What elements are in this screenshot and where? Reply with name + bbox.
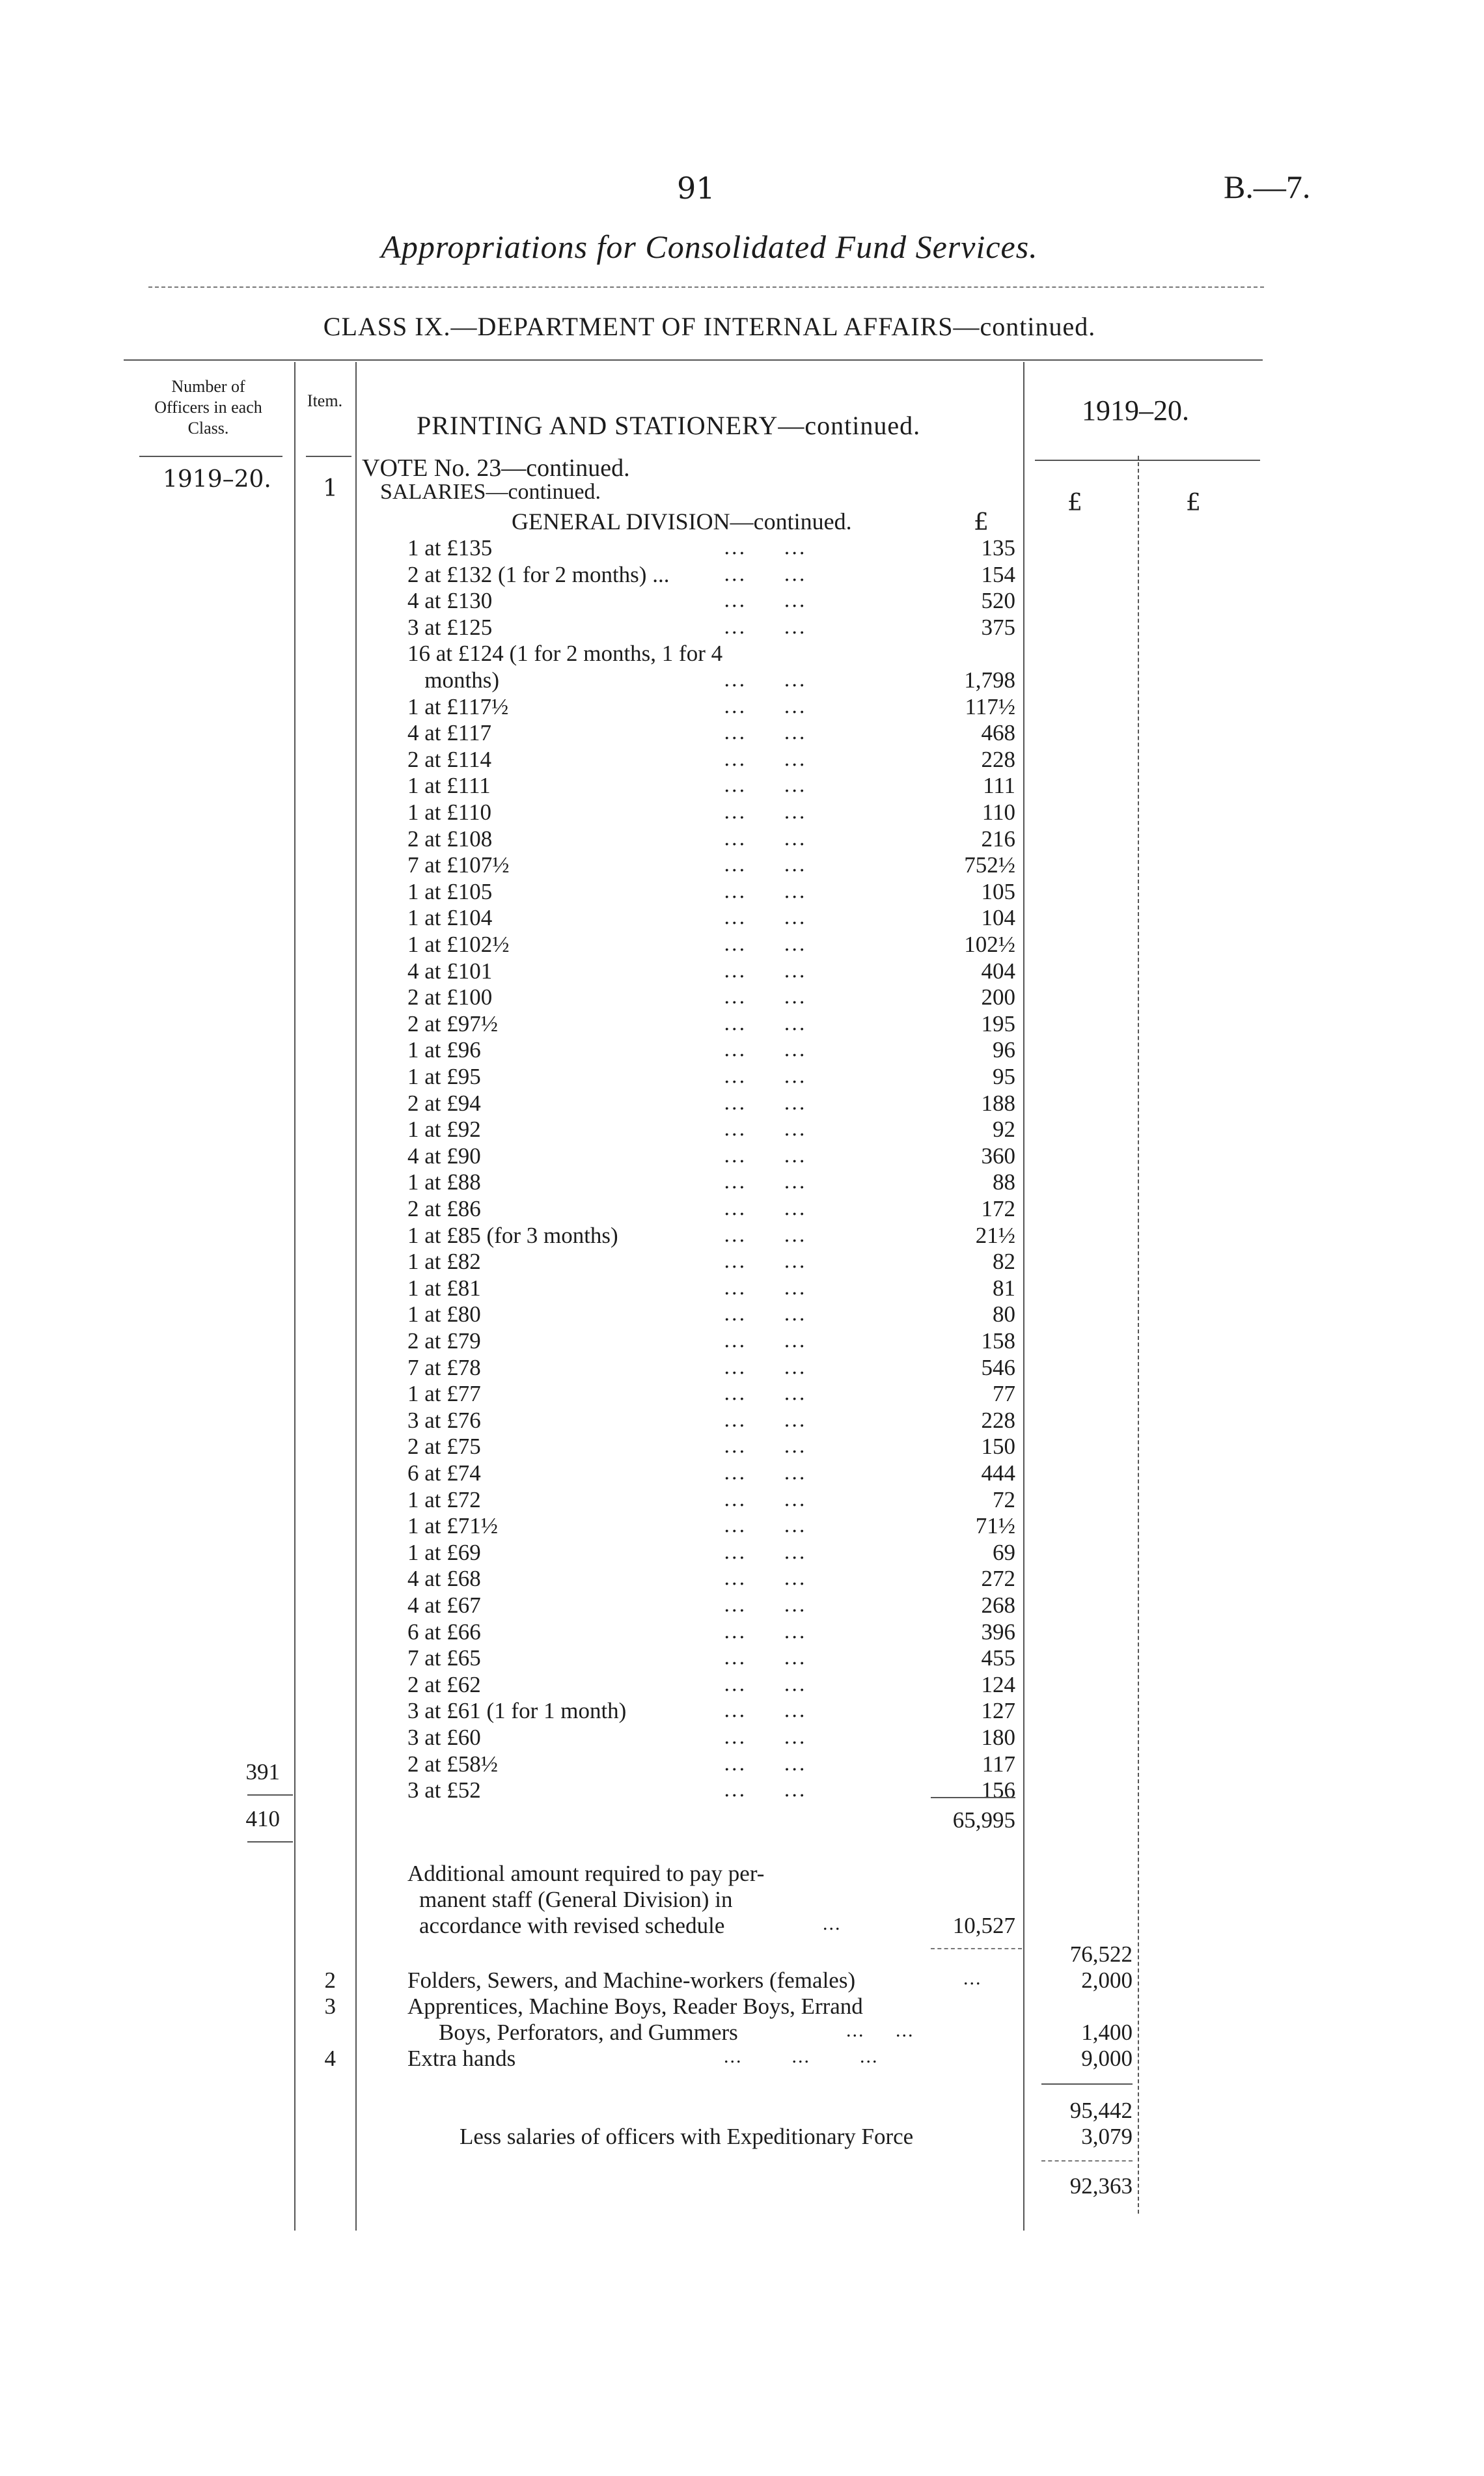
salary-row-amount: 124 — [981, 1672, 1015, 1697]
salary-row-amount: 228 — [981, 747, 1015, 772]
salary-row-amount: 468 — [981, 720, 1015, 745]
salary-row-dots: ... ... — [724, 1092, 806, 1115]
title-divider — [148, 286, 1264, 288]
salary-row-dots: ... ... — [724, 986, 806, 1008]
officer-subtotal: 391 — [245, 1759, 280, 1785]
salary-row-label: 3 at £61 (1 for 1 month) — [407, 1698, 627, 1723]
salary-row-label: 1 at £92 — [407, 1117, 481, 1142]
salary-row-dots: ... ... — [724, 906, 806, 929]
item1-total: 76,522 — [1069, 1941, 1133, 1967]
salary-row-amount: 216 — [981, 826, 1015, 852]
salary-row-amount: 105 — [981, 879, 1015, 904]
salary-row-amount: 154 — [981, 562, 1015, 587]
item-3-label-1: Apprentices, Machine Boys, Reader Boys, Errand — [407, 1994, 863, 2019]
salary-total-rule — [931, 1797, 1015, 1798]
salary-row-dots: ... ... — [724, 1594, 806, 1617]
salary-row-amount: 444 — [981, 1460, 1015, 1486]
item-number-2: 2 — [324, 1968, 336, 1993]
year-header-right: 1919–20. — [1082, 395, 1189, 426]
item-2-label: Folders, Sewers, and Machine-workers (females) — [407, 1968, 856, 1993]
salary-row-dots: ... ... — [724, 1171, 806, 1193]
salary-row-amount: 158 — [981, 1328, 1015, 1354]
additional-line-2: manent staff (General Division) in — [419, 1887, 733, 1912]
salary-row-amount: 396 — [981, 1619, 1015, 1645]
salary-row-amount: 96 — [993, 1037, 1015, 1063]
salary-row-label: 1 at £69 — [407, 1540, 481, 1565]
salary-row-label: 2 at £108 — [407, 826, 493, 852]
salary-row-label: 1 at £71½ — [407, 1513, 499, 1538]
salary-row-dots: ... ... — [724, 1673, 806, 1696]
officers-header-rule — [139, 456, 282, 457]
item-number-1: 1 — [323, 475, 338, 502]
additional-dots: ... — [823, 1913, 842, 1934]
salary-row-label: 3 at £76 — [407, 1408, 481, 1433]
salary-row-dots: ... ... — [724, 1382, 806, 1405]
salary-row-amount: 104 — [981, 905, 1015, 930]
pound-sign-total: £ — [1067, 490, 1082, 516]
salary-row-amount: 117 — [982, 1751, 1015, 1777]
salary-row-dots: ... ... — [724, 774, 806, 797]
salary-row-amount: 272 — [981, 1566, 1015, 1591]
salary-row-label: 1 at £77 — [407, 1381, 481, 1406]
salary-row-label: 1 at £80 — [407, 1301, 481, 1327]
salary-row-dots: ... ... — [724, 1753, 806, 1775]
division-heading: GENERAL DIVISION—continued. — [512, 508, 852, 535]
salary-row-dots: ... ... — [724, 1435, 806, 1458]
salary-row-dots: ... ... — [724, 828, 806, 850]
salary-row-amount: 520 — [981, 588, 1015, 613]
salary-row-label: 1 at £95 — [407, 1064, 481, 1089]
officer-subtotal-rule — [247, 1794, 293, 1796]
total-column-divider — [1138, 456, 1139, 2214]
salary-row-dots: ... ... — [724, 1118, 806, 1141]
salary-row-dots: ... ... — [724, 1250, 806, 1273]
page-number: 91 — [677, 171, 715, 206]
additional-line-1: Additional amount required to pay per- — [407, 1861, 765, 1886]
salary-row-dots: ... ... — [724, 1567, 806, 1590]
salary-row-dots: ... ... — [724, 854, 806, 876]
salary-row-label: 4 at £130 — [407, 588, 493, 613]
salary-row-dots: ... ... — [724, 1621, 806, 1643]
salary-row-dots: ... ... — [724, 960, 806, 982]
less-label: Less salaries of officers with Expeditionary Force — [460, 2124, 914, 2149]
salary-row-amount: 546 — [981, 1355, 1015, 1380]
salary-row-label: 2 at £114 — [407, 747, 491, 772]
salary-row-dots: ... ... — [724, 1647, 806, 1669]
salary-row-dots: ... ... — [724, 1356, 806, 1379]
salary-row-dots: ... ... — [724, 1224, 806, 1247]
salary-row-label: 1 at £117½ — [407, 694, 509, 719]
salary-row-amount: 92 — [993, 1117, 1015, 1142]
salary-row-dots: ... ... — [724, 933, 806, 956]
year-header-rule — [1035, 460, 1260, 461]
salary-row-label: 2 at £75 — [407, 1434, 481, 1459]
salary-row-amount: 150 — [981, 1434, 1015, 1459]
salary-row-label: 3 at £52 — [407, 1777, 481, 1803]
item-4-amount: 9,000 — [1081, 2046, 1133, 2071]
subtotal: 95,442 — [1069, 2098, 1133, 2123]
salary-row-label: 1 at £72 — [407, 1487, 481, 1512]
salary-row-label: 1 at £82 — [407, 1249, 481, 1274]
salary-row-amount: 110 — [982, 800, 1015, 825]
salary-row-label: 1 at £111 — [407, 773, 491, 798]
salary-row-amount: 81 — [993, 1275, 1015, 1301]
officer-total-rule — [247, 1841, 293, 1843]
section-title: PRINTING AND STATIONERY—continued. — [417, 411, 921, 440]
salary-row-amount: 195 — [981, 1011, 1015, 1036]
grand-total-rule — [1041, 2160, 1133, 2162]
salary-row-label: 16 at £124 (1 for 2 months, 1 for 4 — [407, 641, 723, 666]
grand-total: 92,363 — [1069, 2173, 1133, 2199]
pound-sign-amount: £ — [974, 509, 989, 536]
salary-row-dots: ... ... — [724, 1038, 806, 1061]
salary-row-dots: ... ... — [724, 1779, 806, 1801]
item-4-dots: ... ... ... — [724, 2046, 879, 2067]
year-header-left: 1919–20. — [163, 466, 271, 493]
page-title: Appropriations for Consolidated Fund Services. — [381, 229, 1038, 265]
salary-row-label: 1 at £102½ — [407, 932, 510, 957]
salary-row-label: 1 at £88 — [407, 1169, 481, 1195]
officers-column-header: Number of Officers in each Class. — [154, 377, 262, 438]
officer-total: 410 — [245, 1806, 280, 1831]
less-amount: 3,079 — [1081, 2124, 1133, 2149]
salary-row-amount: 72 — [993, 1487, 1015, 1512]
salary-row-amount: 752½ — [964, 852, 1015, 878]
salary-row-dots: ... ... — [724, 695, 806, 718]
salary-row-amount: 102½ — [964, 932, 1015, 957]
salary-row-dots: ... ... — [724, 669, 806, 691]
salary-row-dots: ... ... — [724, 801, 806, 824]
salary-row-label: 7 at £78 — [407, 1355, 481, 1380]
item-number-4: 4 — [324, 2046, 336, 2071]
salary-row-dots: ... ... — [724, 721, 806, 744]
salary-row-label: months) — [407, 667, 499, 693]
salary-row-amount: 80 — [993, 1301, 1015, 1327]
salary-row-label: 1 at £105 — [407, 879, 493, 904]
salary-row-label: 1 at £96 — [407, 1037, 481, 1063]
salary-row-dots: ... ... — [724, 880, 806, 903]
salary-row-amount: 82 — [993, 1249, 1015, 1274]
salary-row-amount: 188 — [981, 1091, 1015, 1116]
salary-row-amount: 1,798 — [964, 667, 1015, 693]
item-column-header: Item. — [307, 391, 343, 410]
salary-row-label: 6 at £74 — [407, 1460, 481, 1486]
salary-row-label: 2 at £62 — [407, 1672, 481, 1697]
salary-row-dots: ... ... — [724, 1329, 806, 1352]
salary-row-dots: ... ... — [724, 1012, 806, 1035]
salary-row-amount: 111 — [983, 773, 1015, 798]
salary-row-label: 7 at £107½ — [407, 852, 510, 878]
salary-row-dots: ... ... — [724, 589, 806, 612]
vote-title: VOTE No. 23—continued. — [362, 454, 630, 482]
salary-row-label: 6 at £66 — [407, 1619, 481, 1645]
salary-row-label: 1 at £104 — [407, 905, 493, 930]
salary-row-amount: 360 — [981, 1143, 1015, 1169]
item-2-amount: 2,000 — [1081, 1968, 1133, 1993]
salary-row-label: 2 at £132 (1 for 2 months) ... — [407, 562, 670, 587]
salary-row-amount: 172 — [981, 1196, 1015, 1221]
salary-row-amount: 77 — [993, 1381, 1015, 1406]
salary-row-label: 2 at £97½ — [407, 1011, 499, 1036]
salary-row-dots: ... ... — [724, 1699, 806, 1722]
salary-row-label: 4 at £90 — [407, 1143, 481, 1169]
item-3-amount: 1,400 — [1081, 2020, 1133, 2045]
salary-row-amount: 180 — [981, 1725, 1015, 1750]
salary-row-amount: 69 — [993, 1540, 1015, 1565]
amount-column-divider — [1023, 362, 1024, 2231]
item-3-label-2: Boys, Perforators, and Gummers — [439, 2020, 738, 2045]
salary-row-amount: 127 — [981, 1698, 1015, 1723]
salary-row-dots: ... ... — [724, 1541, 806, 1564]
salary-row-amount: 156 — [981, 1777, 1015, 1803]
salary-row-label: 2 at £58½ — [407, 1751, 499, 1777]
salary-row-label: 1 at £81 — [407, 1275, 481, 1301]
table-top-rule — [124, 359, 1263, 361]
salary-row-label: 4 at £67 — [407, 1593, 481, 1618]
item-column-divider — [355, 362, 357, 2231]
subtotal-rule — [1041, 2083, 1133, 2085]
item-2-dots: ... — [963, 1968, 982, 1989]
class-heading: CLASS IX.—DEPARTMENT OF INTERNAL AFFAIRS—continued. — [323, 312, 1096, 341]
additional-line-3: accordance with revised schedule — [419, 1913, 725, 1938]
salary-row-label: 3 at £60 — [407, 1725, 481, 1750]
salary-row-label: 1 at £135 — [407, 535, 493, 561]
salary-row-amount: 455 — [981, 1645, 1015, 1671]
salary-row-dots: ... ... — [724, 563, 806, 586]
salary-row-dots: ... ... — [724, 1488, 806, 1511]
salary-row-label: 2 at £100 — [407, 984, 493, 1010]
salary-row-amount: 135 — [981, 535, 1015, 561]
document-reference: B.—7. — [1224, 169, 1311, 205]
salary-total: 65,995 — [952, 1807, 1015, 1833]
salary-row-dots: ... ... — [724, 1462, 806, 1484]
salary-row-label: 1 at £110 — [407, 800, 491, 825]
salary-row-dots: ... ... — [724, 1409, 806, 1432]
salary-row-label: 1 at £85 (for 3 months) — [407, 1223, 618, 1248]
salary-row-amount: 88 — [993, 1169, 1015, 1195]
salary-row-dots: ... ... — [724, 616, 806, 639]
salary-row-dots: ... ... — [724, 536, 806, 559]
additional-amount: 10,527 — [952, 1913, 1015, 1938]
salary-row-amount: 268 — [981, 1593, 1015, 1618]
salary-row-dots: ... ... — [724, 748, 806, 771]
salary-row-amount: 228 — [981, 1408, 1015, 1433]
salary-row-dots: ... ... — [724, 1303, 806, 1326]
salary-row-label: 7 at £65 — [407, 1645, 481, 1671]
salary-row-label: 2 at £79 — [407, 1328, 481, 1354]
salary-row-dots: ... ... — [724, 1514, 806, 1537]
salary-row-amount: 21½ — [975, 1223, 1015, 1248]
salary-row-amount: 375 — [981, 615, 1015, 640]
salary-row-label: 2 at £86 — [407, 1196, 481, 1221]
item-3-dots: ... ... — [846, 2020, 914, 2041]
salary-row-label: 4 at £101 — [407, 958, 493, 984]
item-4-label: Extra hands — [407, 2046, 516, 2071]
salaries-heading: SALARIES—continued. — [380, 480, 601, 504]
salary-row-amount: 200 — [981, 984, 1015, 1010]
salary-row-label: 4 at £68 — [407, 1566, 481, 1591]
salary-row-label: 4 at £117 — [407, 720, 491, 745]
salary-row-amount: 404 — [981, 958, 1015, 984]
salary-row-dots: ... ... — [724, 1726, 806, 1749]
officers-column-divider — [294, 362, 295, 2231]
salary-row-label: 3 at £125 — [407, 615, 493, 640]
salary-row-dots: ... ... — [724, 1197, 806, 1220]
item1-rule — [931, 1948, 1022, 1949]
salary-row-dots: ... ... — [724, 1145, 806, 1167]
salary-row-amount: 95 — [993, 1064, 1015, 1089]
pound-sign-year: £ — [1186, 490, 1201, 516]
salary-row-dots: ... ... — [724, 1065, 806, 1088]
salary-row-amount: 117½ — [965, 694, 1015, 719]
item-header-rule — [306, 456, 351, 457]
salary-row-dots: ... ... — [724, 1277, 806, 1300]
salary-row-label: 2 at £94 — [407, 1091, 481, 1116]
salary-row-amount: 71½ — [975, 1513, 1015, 1538]
item-number-3: 3 — [324, 1994, 336, 2019]
